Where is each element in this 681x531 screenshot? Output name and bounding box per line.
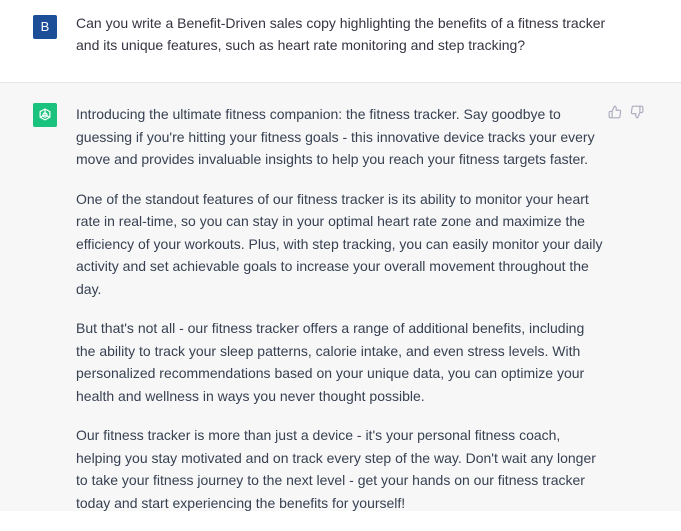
assistant-message-text	[76, 103, 604, 531]
user-message-text: Can you write a Benefit-Driven sales copy highlighting the benefits of a fitness tracker and its unique features, such as heart rate monitoring and step tracking?	[76, 15, 606, 53]
openai-logo-icon	[33, 103, 57, 127]
assistant-paragraph: But that's not all - our fitness tracker offers a range of additional benefits, including the ability to track your sleep patterns, calorie intake, and even stress levels. With personalized recommendations based on your unique data, you can optimize your health and wellness in ways you never thought possible.	[76, 320, 585, 404]
assistant-paragraph: Our fitness tracker is more than just a device - it's your personal fitness coach, helping you stay motivated and on track every step of the way. Don't wait any longer to take your fitness journey to the next level - get your hands on our fitness tracker today and start experiencing the benefits for yourself!	[76, 427, 596, 511]
feedback-buttons	[608, 105, 644, 119]
thumbs-up-icon[interactable]	[608, 105, 622, 119]
thumbs-down-icon[interactable]	[630, 105, 644, 119]
assistant-message-row	[0, 83, 681, 511]
assistant-paragraph: Introducing the ultimate fitness companion: the fitness tracker. Say goodbye to guessing if you're hitting your fitness goals - this innovative device tracks your every move and provides invaluable insights to help you reach your fitness targets faster.	[76, 106, 595, 167]
assistant-paragraph: One of the standout features of our fitness tracker is its ability to monitor your heart rate in real-time, so you can stay in your optimal heart rate zone and maximize the efficiency of your workouts. Plus, with step tracking, you can easily monitor your daily activity and set achievable goals to increase your overall movement throughout the day.	[76, 190, 603, 297]
user-avatar: B	[33, 15, 57, 39]
user-message-row	[0, 0, 681, 83]
